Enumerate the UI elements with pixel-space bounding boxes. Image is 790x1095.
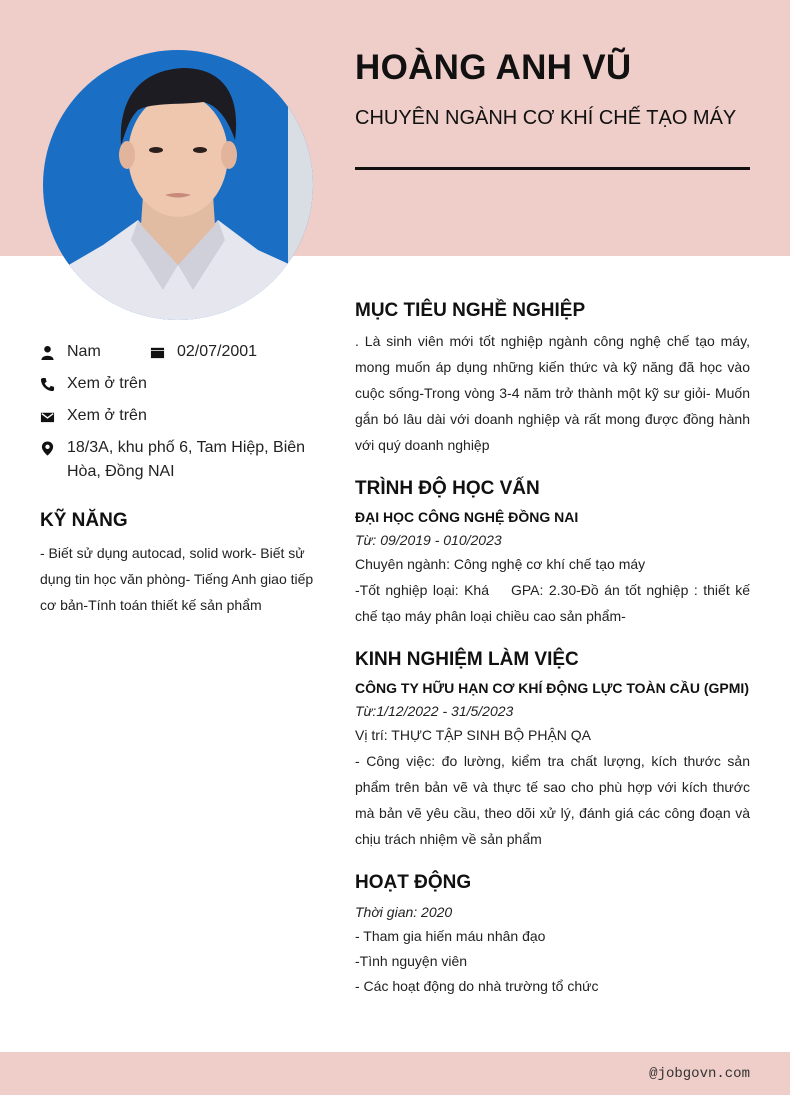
personal-info-row bbox=[40, 340, 320, 364]
activities-heading: HOẠT ĐỘNG bbox=[355, 872, 472, 893]
education-section bbox=[355, 478, 754, 629]
candidate-name: HOÀNG ANH VŨ bbox=[355, 48, 632, 87]
email-value: Xem ở trên bbox=[67, 407, 147, 424]
experience-position: Vị trí: THỰC TẬP SINH BỘ PHẬN QA bbox=[355, 727, 592, 743]
location-pin-icon bbox=[40, 436, 67, 460]
company-name: CÔNG TY HỮU HẠN CƠ KHÍ ĐỘNG LỰC TOÀN CẦU (GPMI) bbox=[355, 680, 749, 696]
address-field bbox=[40, 436, 320, 484]
candidate-title: CHUYÊN NGÀNH CƠ KHÍ CHẾ TẠO MÁY bbox=[355, 107, 737, 129]
gender-value: Nam bbox=[67, 343, 101, 360]
skills-text: - Biết sử dụng autocad, solid work- Biết sử dụng tin học văn phòng- Tiếng Anh giao tiếp cơ bản-Tính toán thiết kế sản phẩm bbox=[40, 545, 314, 613]
activity-item: -Tình nguyện viên bbox=[355, 953, 468, 969]
phone-field bbox=[40, 372, 320, 396]
experience-heading: KINH NGHIỆM LÀM VIỆC bbox=[355, 649, 579, 670]
objective-text: . Là sinh viên mới tốt nghiệp ngành công nghệ chế tạo máy, mong muốn áp dụng những kiến thức và kỹ năng đã học vào cuộc sống-Trong vòng 3-4 năm trở thành một kỹ sư giỏi- Muốn gắn bó lâu dài với doanh nghiệp và rất mong được đồng hành với quý doanh nghiệp bbox=[355, 333, 750, 453]
activities-time: Thời gian: 2020 bbox=[355, 904, 453, 920]
education-heading: TRÌNH ĐỘ HỌC VẤN bbox=[355, 478, 540, 499]
experience-section bbox=[355, 649, 750, 852]
sidebar bbox=[40, 340, 320, 618]
activities-section bbox=[355, 872, 750, 999]
email-field bbox=[40, 404, 320, 428]
education-major: Chuyên ngành: Công nghệ cơ khí chế tạo máy bbox=[355, 556, 646, 572]
experience-dates: Từ:1/12/2022 - 31/5/2023 bbox=[355, 703, 514, 719]
address-value: 18/3A, khu phố 6, Tam Hiệp, Biên Hòa, Đồng NAI bbox=[67, 439, 306, 480]
mail-icon bbox=[40, 404, 67, 428]
birthday-value: 02/07/2001 bbox=[177, 343, 258, 360]
objective-section bbox=[355, 300, 750, 458]
experience-description: - Công việc: đo lường, kiểm tra chất lượng, kích thước sản phẩm trên bản vẽ và thực tế sao cho phù hợp với kích thước mà bản vẽ yêu cầu, theo dõi xử lý, đánh giá các công đoạn và chịu trách nhiệm về sản phẩm bbox=[355, 753, 750, 847]
phone-value: Xem ở trên bbox=[67, 375, 147, 392]
objective-heading: MỤC TIÊU NGHỀ NGHIỆP bbox=[355, 300, 586, 321]
portrait-image bbox=[43, 50, 313, 320]
education-dates: Từ: 09/2019 - 010/2023 bbox=[355, 532, 502, 548]
footer-watermark: @jobgovn.com bbox=[649, 1066, 750, 1082]
activity-item: - Tham gia hiến máu nhân đạo bbox=[355, 928, 546, 944]
education-details: -Tốt nghiệp loại: Khá GPA: 2.30-Đồ án tốt nghiệp : thiết kế chế tạo máy phân loại chiều cao sản phẩm- bbox=[355, 582, 754, 624]
profile-photo bbox=[43, 50, 313, 320]
main-content bbox=[355, 300, 754, 1019]
school-name: ĐẠI HỌC CÔNG NGHỆ ĐỒNG NAI bbox=[355, 509, 579, 525]
gender-field bbox=[40, 340, 150, 364]
person-icon bbox=[40, 340, 67, 364]
skills-heading: KỸ NĂNG bbox=[40, 510, 128, 531]
activity-item: - Các hoạt động do nhà trường tổ chức bbox=[355, 978, 599, 994]
phone-icon bbox=[40, 372, 67, 396]
title-divider bbox=[355, 167, 750, 170]
calendar-icon bbox=[150, 340, 177, 364]
birthday-field bbox=[150, 340, 310, 364]
